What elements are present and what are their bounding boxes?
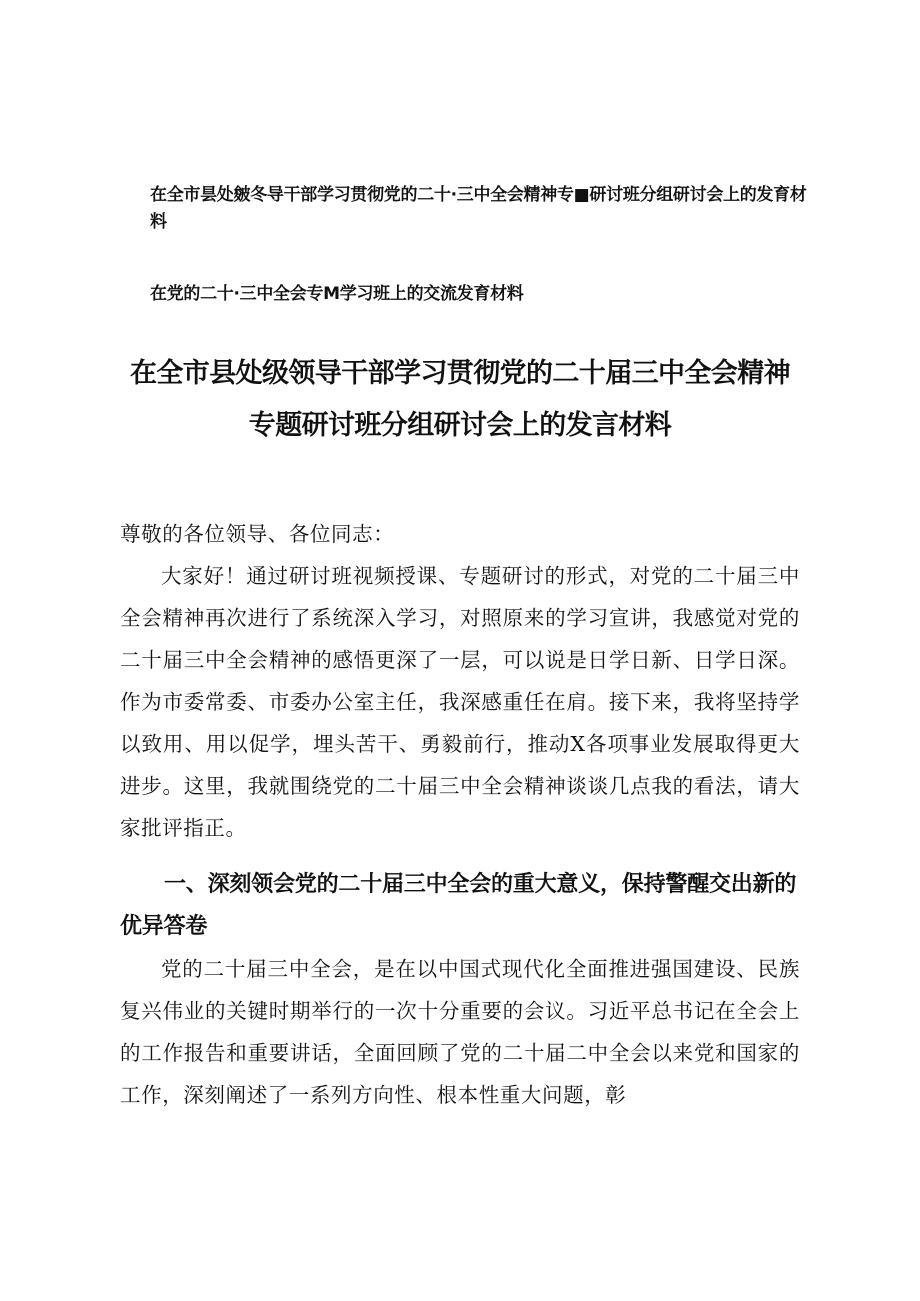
toc-item-1: 在全市昙处皴冬导干部学习贯彻党的二十·三中全会精神专■研讨班分组研讨会上的发育材料	[150, 185, 807, 232]
document-title: 在全市县处级领导干部学习贯彻党的二十届三中全会精神专题研讨班分组研讨会上的发言材料	[130, 358, 790, 441]
body-paragraph-2: 党的二十届三中全会，是在以中国式现代化全面推进强国建设、民族复兴伟业的关键时期举行的一次十分重要的会议。习近平总书记在全会上的工作报告和重要讲话，全面回顾了党的二十届二中全会以来党和国家的工作，深刻阐述了一系列方向性、根本性重大问题，彰	[120, 957, 800, 1107]
body-paragraph-1: 大家好！通过研讨班视频授课、专题研讨的形式，对党的二十届三中全会精神再次进行了系统深入学习，对照原来的学习宣讲，我感觉对党的二十届三中全会精神的感悟更深了一层，可以说是日学日新、日学日深。作为市委常委、市委办公室主任，我深感重任在肩。接下来，我将坚持学以致用、用以促学，埋头苦干、勇毅前行，推动X各项事业发展取得更大进步。这里，我就围绕党的二十届三中全会精神谈谈几点我的看法，请大家批评指正。	[120, 564, 800, 840]
salutation: 尊敬的各位领导、各位同志：	[120, 522, 395, 546]
toc-item-2: 在党的二十·三中全会专M学习班上的交流发育材料	[150, 284, 524, 304]
section-heading-1: 一、深刻领会党的二十届三中全会的重大意义，保持警醒交出新的优异答卷	[120, 872, 797, 939]
